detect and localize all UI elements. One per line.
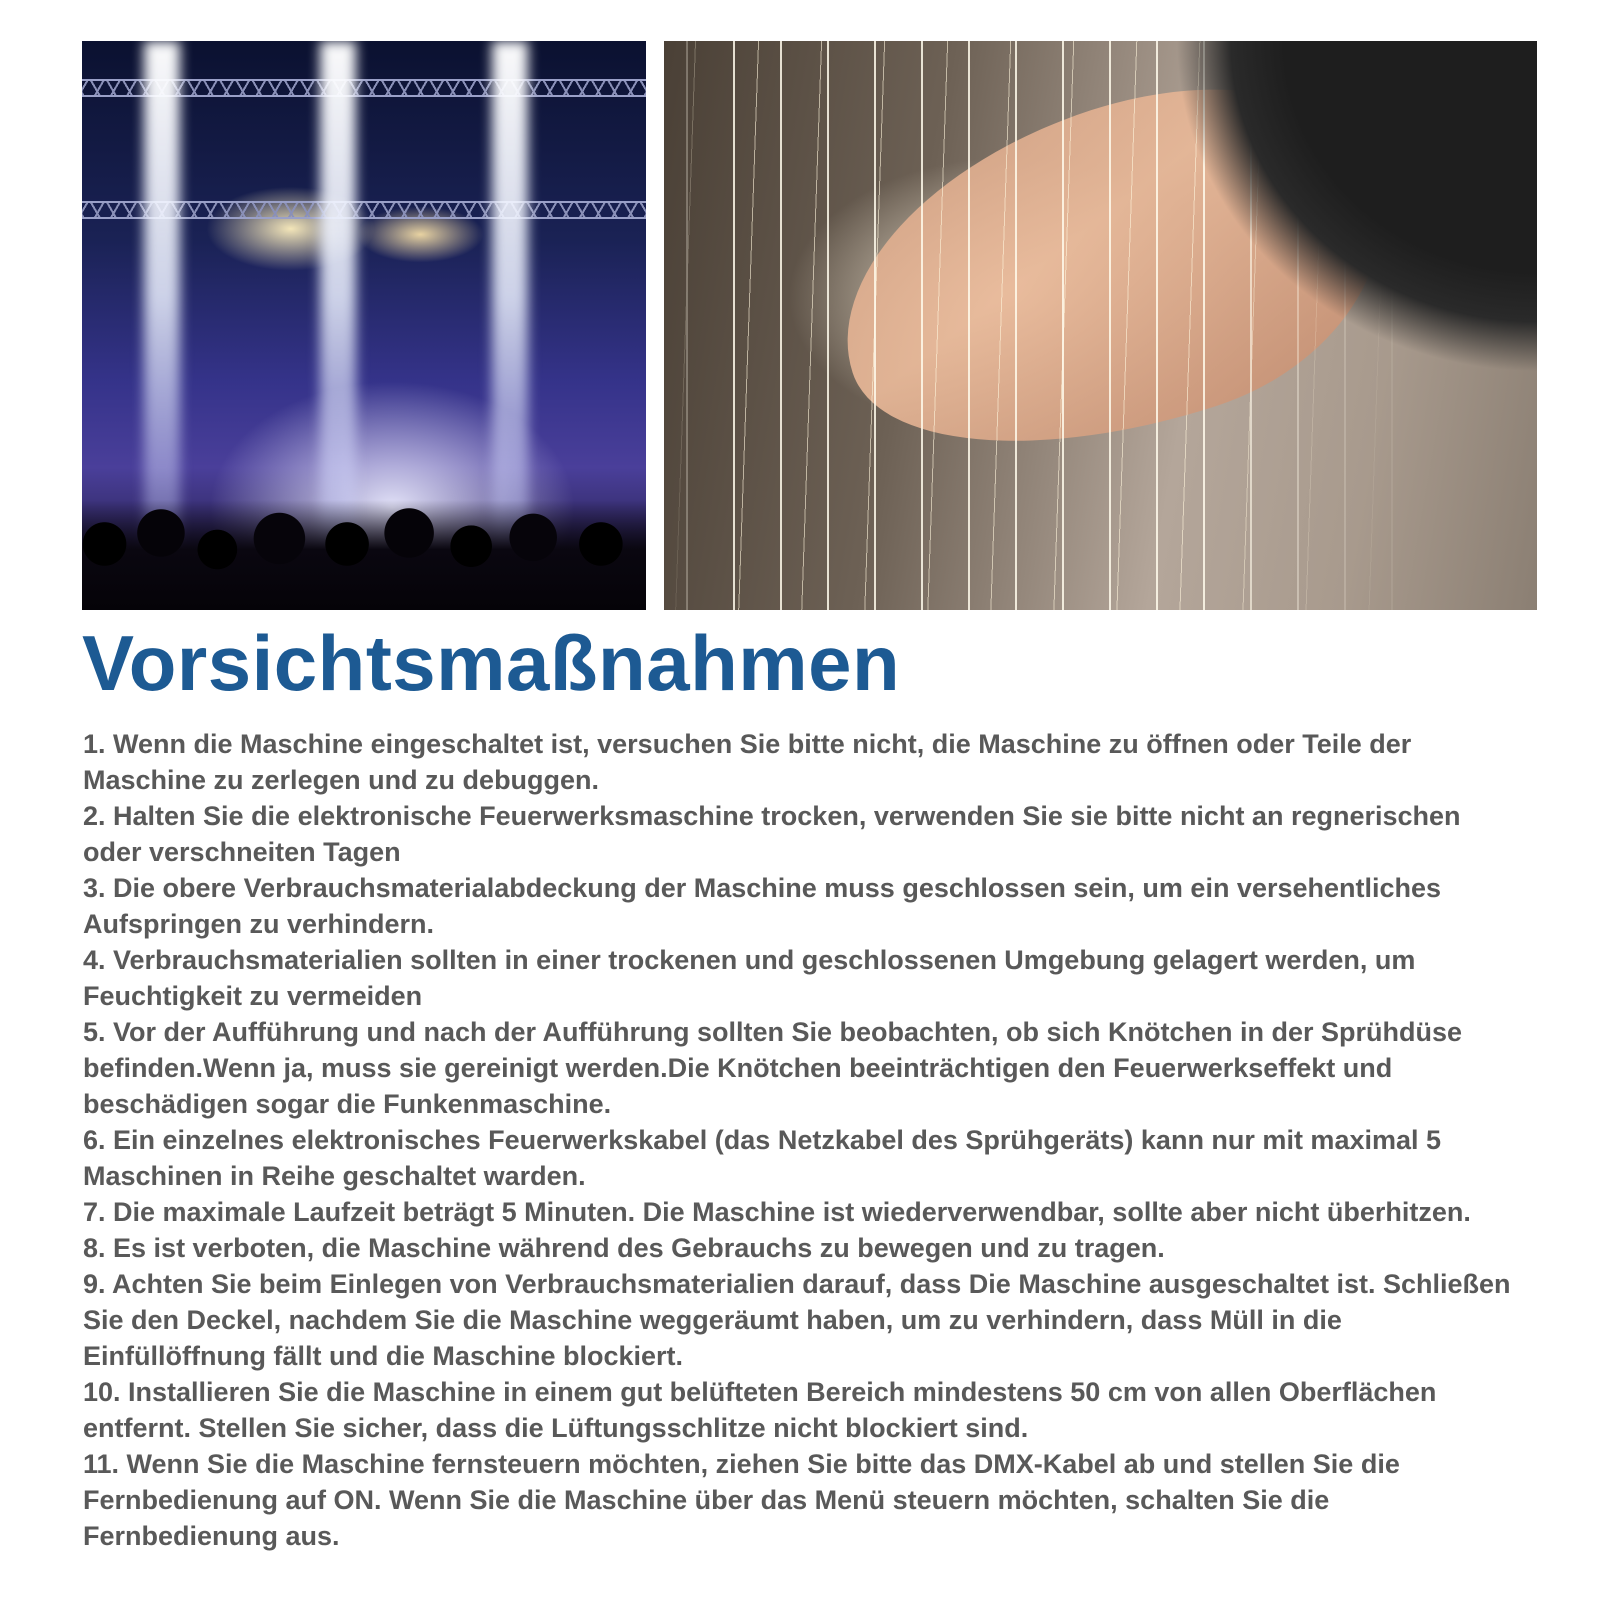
list-item: 2. Halten Sie die elektronische Feuerwerksmaschine trocken, verwenden Sie sie bitte nicht an regnerischen oder verschneiten Tagen xyxy=(83,801,1461,867)
list-item: 1. Wenn die Maschine eingeschaltet ist, versuchen Sie bitte nicht, die Maschine zu öffnen oder Teile der Maschine zu zerlegen und zu debuggen. xyxy=(83,729,1412,795)
list-item: 6. Ein einzelnes elektronisches Feuerwerkskabel (das Netzkabel des Sprühgeräts) kann nur mit maximal 5 Maschinen in Reihe geschaltet warden. xyxy=(83,1125,1442,1191)
list-item: 5. Vor der Aufführung und nach der Aufführung sollten Sie beobachten, ob sich Knötchen in der Sprühdüse befinden.Wenn ja, muss sie gereinigt werden.Die Knötchen beeinträchtigen den Feuerwerkseffekt und beschädigen sogar die Funkenmaschine. xyxy=(83,1017,1463,1119)
list-item: 11. Wenn Sie die Maschine fernsteuern möchten, ziehen Sie bitte das DMX-Kabel ab und stellen Sie die Fernbedienung auf ON. Wenn Sie die Maschine über das Menü steuern möchten, schalten Sie die Fernbedienung aus. xyxy=(83,1449,1400,1551)
list-item: 9. Achten Sie beim Einlegen von Verbrauchsmaterialien darauf, dass Die Maschine ausgeschaltet ist. Schließen Sie den Deckel, nachdem Sie die Maschine weggeräumt haben, um zu verhindern, dass Müll in die Einfüllöffnung fällt und die Maschine blockiert. xyxy=(83,1269,1511,1371)
crowd-silhouette xyxy=(82,500,646,610)
list-item: 3. Die obere Verbrauchsmaterialabdeckung der Maschine muss geschlossen sein, um ein versehentliches Aufspringen zu verhindern. xyxy=(83,873,1442,939)
precautions-list xyxy=(83,726,1523,1554)
sleeve xyxy=(1177,41,1537,401)
hand-photo xyxy=(664,41,1537,610)
page-title: Vorsichtsmaßnahmen xyxy=(82,619,901,707)
list-item: 4. Verbrauchsmaterialien sollten in einer trockenen und geschlossenen Umgebung gelagert werden, um Feuchtigkeit zu vermeiden xyxy=(83,945,1416,1011)
stage-photo xyxy=(82,41,646,610)
list-item: 10. Installieren Sie die Maschine in einem gut belüfteten Bereich mindestens 50 cm von allen Oberflächen entfernt. Stellen Sie sicher, dass die Lüftungsschlitze nicht blockiert sind. xyxy=(83,1377,1437,1443)
list-item: 8. Es ist verboten, die Maschine während des Gebrauchs zu bewegen und zu tragen. xyxy=(83,1233,1165,1263)
list-item: 7. Die maximale Laufzeit beträgt 5 Minuten. Die Maschine ist wiederverwendbar, sollte aber nicht überhitzen. xyxy=(83,1197,1471,1227)
